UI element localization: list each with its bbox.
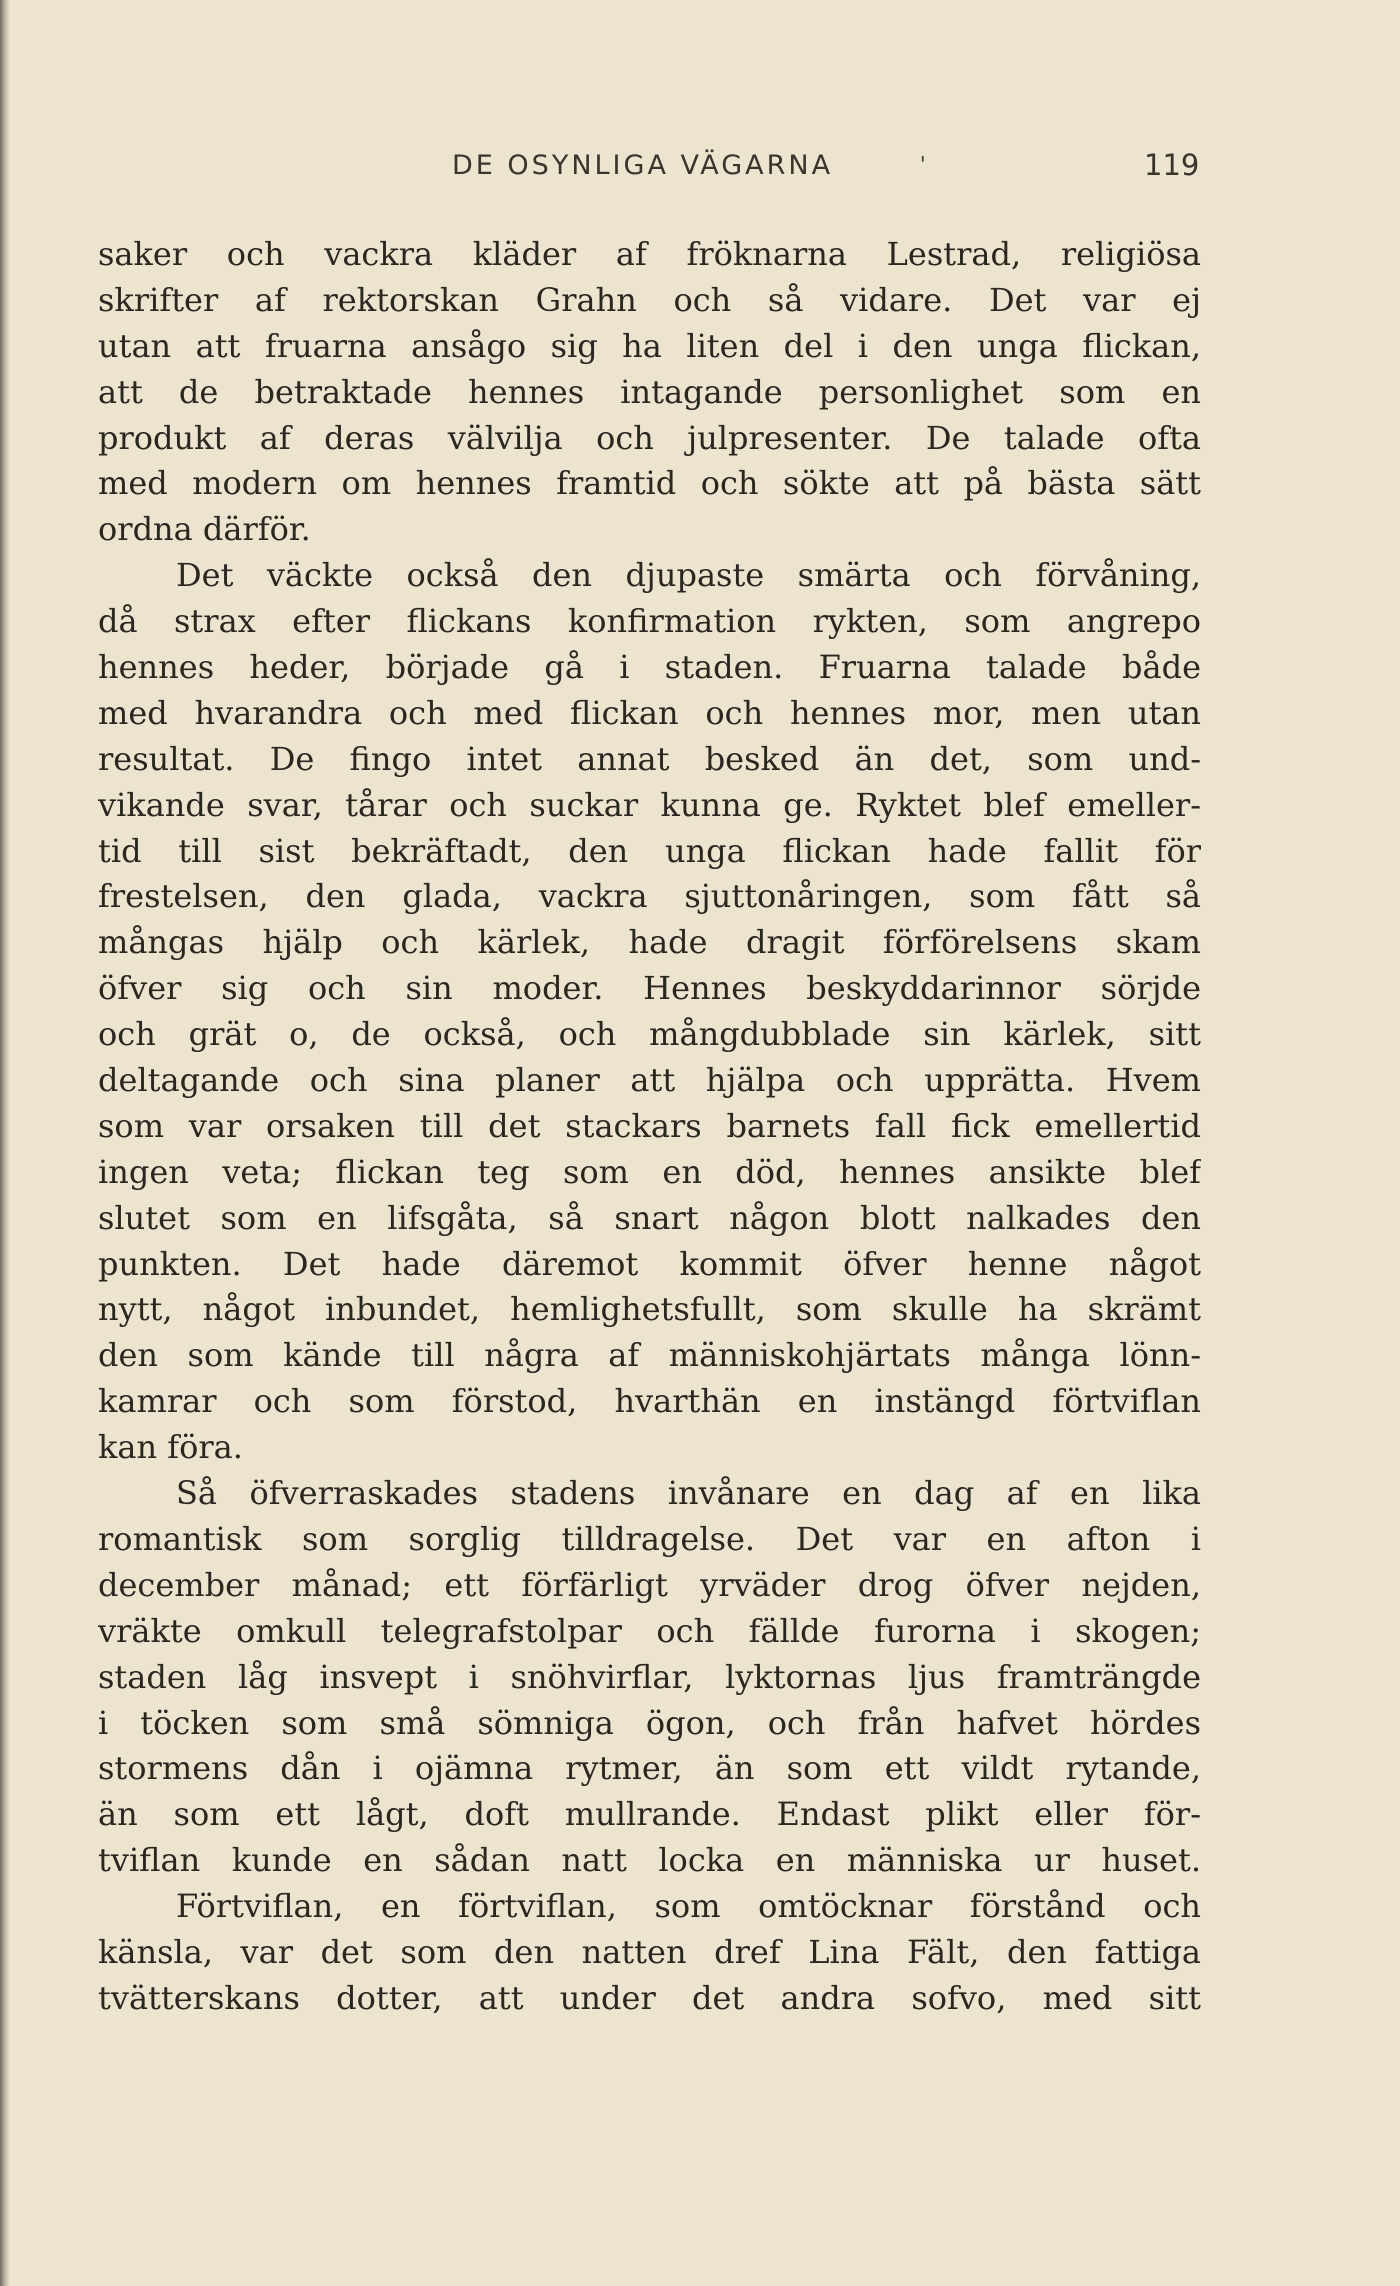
text-line: än som ett lågt, doft mullrande. Endast plikt eller för-	[98, 1795, 1201, 1834]
text-line: romantisk som sorglig tilldragelse. Det var en afton i	[98, 1519, 1201, 1558]
body-text	[98, 232, 1201, 2022]
running-title: DE OSYNLIGA VÄGARNA	[452, 150, 834, 181]
text-line: som var orsaken till det stackars barnets fall fick emellertid	[98, 1106, 1201, 1145]
text-line: produkt af deras välvilja och julpresenter. De talade ofta	[98, 418, 1201, 457]
text-line: i töcken som små sömniga ögon, och från hafvet hördes	[98, 1703, 1201, 1742]
text-line: nytt, något inbundet, hemlighetsfullt, som skulle ha skrämt	[98, 1290, 1201, 1329]
text-line: staden låg insvept i snöhvirflar, lyktornas ljus framträngde	[98, 1657, 1201, 1696]
text-line: vikande svar, tårar och suckar kunna ge. Ryktet blef emeller-	[98, 785, 1201, 824]
text-line: ordna därför.	[98, 510, 311, 549]
text-line: punkten. Det hade däremot kommit öfver henne något	[98, 1244, 1201, 1283]
text-line: att de betraktade hennes intagande personlighet som en	[98, 372, 1201, 411]
text-line: stormens dån i ojämna rytmer, än som ett vildt rytande,	[98, 1749, 1201, 1788]
text-line: resultat. De fingo intet annat besked än det, som und-	[98, 739, 1201, 778]
text-line: och grät o, de också, och mångdubblade sin kärlek, sitt	[98, 1015, 1201, 1054]
text-line: kamrar och som förstod, hvarthän en instängd förtviflan	[98, 1382, 1201, 1421]
text-line: utan att fruarna ansågo sig ha liten del i den unga flickan,	[98, 326, 1201, 365]
page-number: 119	[1144, 148, 1200, 182]
text-line: skrifter af rektorskan Grahn och så vidare. Det var ej	[98, 280, 1201, 319]
page-edge	[0, 0, 10, 2286]
text-line: tviflan kunde en sådan natt locka en människa ur huset.	[98, 1841, 1201, 1880]
text-line: då strax efter flickans konfirmation rykten, som angrepo	[98, 602, 1201, 641]
text-line: känsla, var det som den natten dref Lina Fält, den fattiga	[98, 1932, 1201, 1971]
text-line: kan föra.	[98, 1428, 243, 1467]
text-line: mångas hjälp och kärlek, hade dragit förförelsens skam	[98, 923, 1201, 962]
text-line: frestelsen, den glada, vackra sjuttonåringen, som fått så	[98, 877, 1201, 916]
text-line: öfver sig och sin moder. Hennes beskyddarinnor sörjde	[98, 969, 1201, 1008]
text-line: ingen veta; flickan teg som en död, hennes ansikte blef	[98, 1152, 1201, 1191]
text-line: den som kände till några af människohjärtats många lönn-	[98, 1336, 1201, 1375]
text-line: med hvarandra och med flickan och hennes mor, men utan	[98, 693, 1201, 732]
text-line: hennes heder, började gå i staden. Fruarna talade både	[98, 648, 1201, 687]
text-line: saker och vackra kläder af fröknarna Lestrad, religiösa	[98, 235, 1201, 273]
text-line: tid till sist bekräftadt, den unga flickan hade fallit för	[98, 831, 1201, 870]
text-line: vräkte omkull telegrafstolpar och fällde furorna i skogen;	[98, 1611, 1201, 1650]
running-head	[0, 150, 1400, 190]
text-line: deltagande och sina planer att hjälpa och upprätta. Hvem	[98, 1061, 1201, 1100]
text-line: tvätterskans dotter, att under det andra sofvo, med sitt	[98, 1978, 1201, 2017]
running-head-mark: '	[920, 152, 926, 176]
text-line: Förtviflan, en förtviflan, som omtöcknar förstånd och	[176, 1887, 1201, 1926]
text-line: med modern om hennes framtid och sökte att på bästa sätt	[98, 464, 1201, 503]
text-line: Det väckte också den djupaste smärta och förvåning,	[176, 556, 1201, 595]
text-line: december månad; ett förfärligt yrväder drog öfver nejden,	[98, 1565, 1201, 1604]
text-line: slutet som en lifsgåta, så snart någon blott nalkades den	[98, 1198, 1201, 1237]
text-line: Så öfverraskades stadens invånare en dag af en lika	[176, 1474, 1201, 1513]
